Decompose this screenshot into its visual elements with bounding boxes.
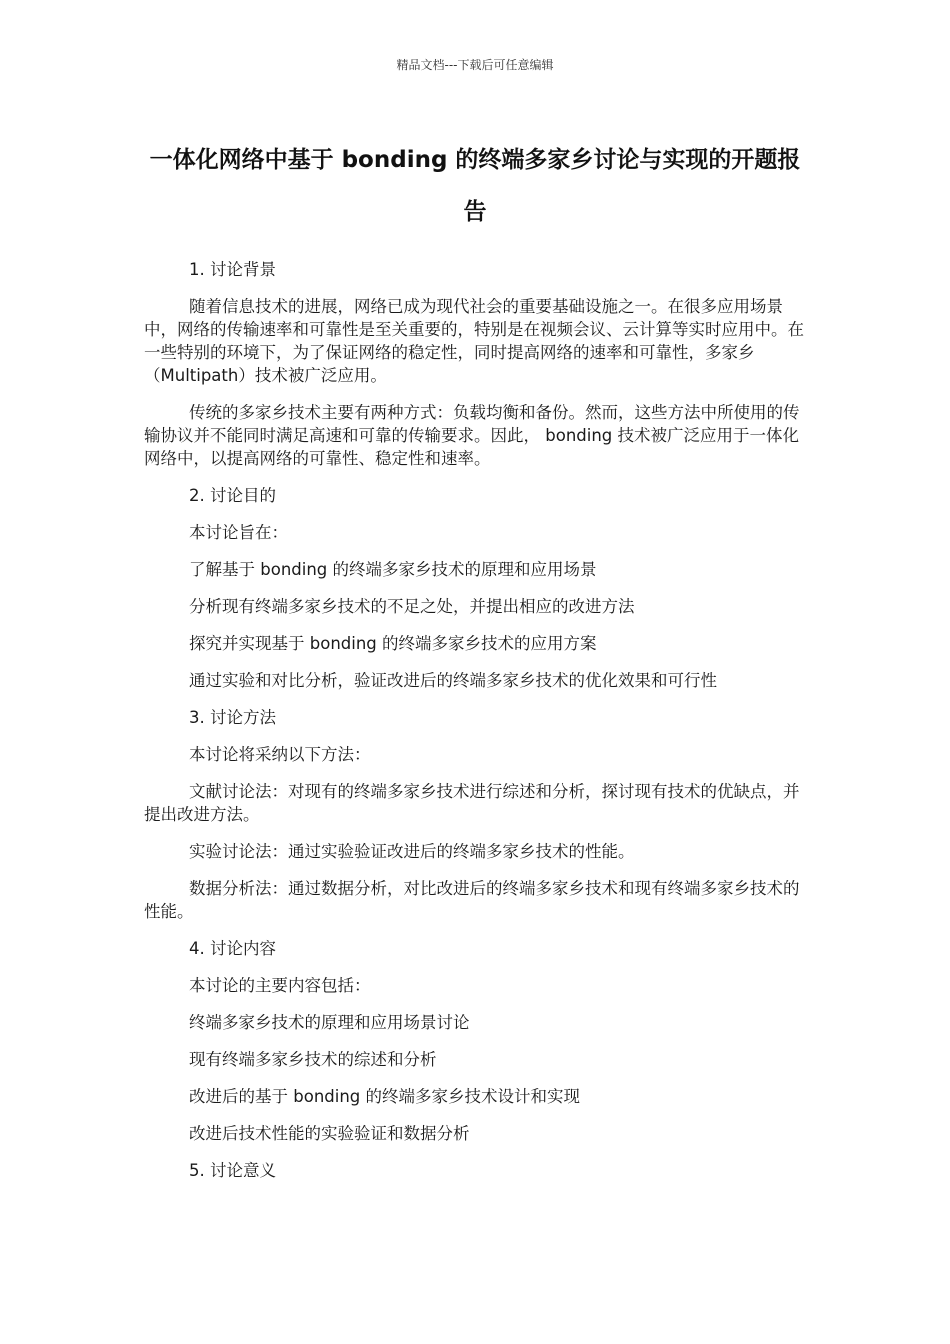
section-heading-method: 3. 讨论方法 [189,708,276,727]
paragraph: 随着信息技术的进展，网络已成为现代社会的重要基础设施之一。在很多应用场景中，网络的传输速率和可靠性是至关重要的，特别是在视频会议、云计算等实时应用中。在一些特别的环境下，为了保证网络的稳定性，同时提高网络的速率和可靠性，多家乡（Multipath）技术被广泛应用。 [144,297,804,385]
section-heading-purpose: 2. 讨论目的 [189,486,276,505]
paragraph: 本讨论将采纳以下方法： [189,745,371,764]
section-heading-significance: 5. 讨论意义 [189,1161,276,1180]
document-title: 一体化网络中基于 bonding 的终端多家乡讨论与实现的开题报告 [149,147,801,225]
list-item: 文献讨论法：对现有的终端多家乡技术进行综述和分析，探讨现有技术的优缺点，并提出改进方法。 [144,782,800,824]
list-item: 实验讨论法：通过实验验证改进后的终端多家乡技术的性能。 [189,842,635,861]
list-item: 终端多家乡技术的原理和应用场景讨论 [189,1013,470,1032]
list-item: 分析现有终端多家乡技术的不足之处，并提出相应的改进方法 [189,597,635,616]
document-body [144,258,812,1196]
list-item: 通过实验和对比分析，验证改进后的终端多家乡技术的优化效果和可行性 [189,671,717,690]
page-header: 精品文档---下载后可任意编辑 [396,58,554,72]
paragraph: 传统的多家乡技术主要有两种方式：负载均衡和备份。然而，这些方法中所使用的传输协议并不能同时满足高速和可靠的传输要求。因此， bonding 技术被广泛应用于一体化网络中，以提高网络的可靠性、稳定性和速率。 [144,403,800,468]
list-item: 改进后技术性能的实验验证和数据分析 [189,1124,470,1143]
list-item: 数据分析法：通过数据分析，对比改进后的终端多家乡技术和现有终端多家乡技术的性能。 [144,879,800,921]
list-item: 现有终端多家乡技术的综述和分析 [189,1050,437,1069]
list-item: 探究并实现基于 bonding 的终端多家乡技术的应用方案 [189,634,597,653]
section-heading-background: 1. 讨论背景 [189,260,276,279]
list-item: 了解基于 bonding 的终端多家乡技术的原理和应用场景 [189,560,597,579]
section-heading-content: 4. 讨论内容 [189,939,276,958]
paragraph: 本讨论的主要内容包括： [189,976,371,995]
list-item: 改进后的基于 bonding 的终端多家乡技术设计和实现 [189,1087,581,1106]
paragraph: 本讨论旨在： [189,523,288,542]
